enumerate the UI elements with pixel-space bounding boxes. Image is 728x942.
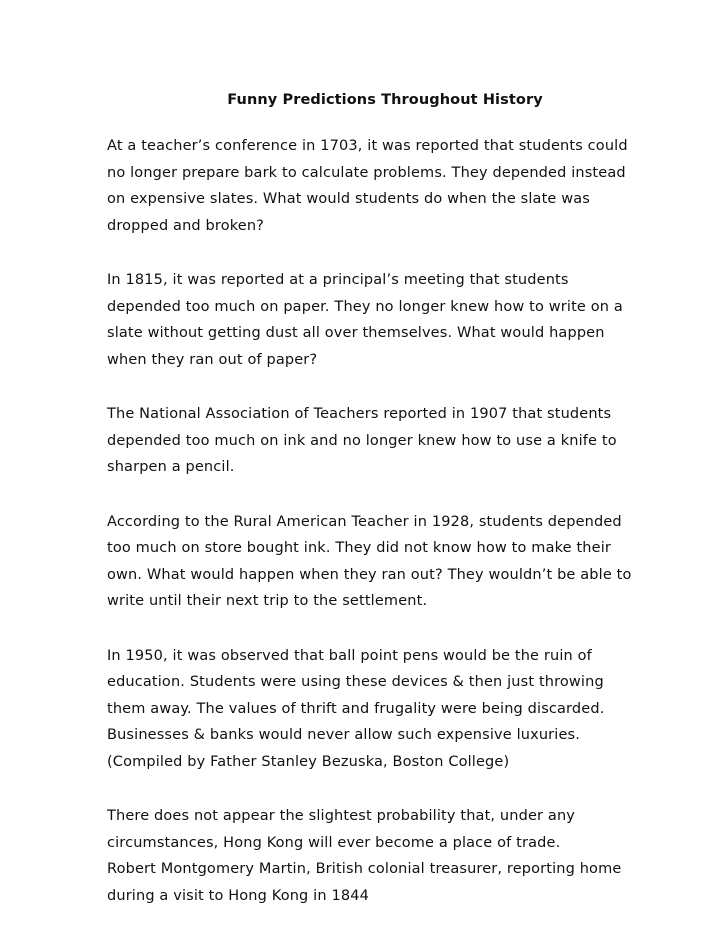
- text-line: too much on store bought ink. They did not know how to make their: [107, 540, 612, 556]
- text-line: when they ran out of paper?: [107, 351, 318, 368]
- text-line: Robert Montgomery Martin, British colonial treasurer, reporting home: [107, 861, 622, 877]
- text-line: (Compiled by Father Stanley Bezuska, Boston College): [107, 753, 510, 770]
- text-line: At a teacher’s conference in 1703, it was reported that students could: [107, 138, 628, 154]
- text-line: There does not appear the slightest probability that, under any: [107, 808, 576, 824]
- text-line: dropped and broken?: [107, 217, 265, 234]
- paragraph-1703: [107, 133, 667, 239]
- document-title: Funny Predictions Throughout History: [227, 92, 543, 108]
- text-line: In 1950, it was observed that ball point pens would be the ruin of: [107, 647, 592, 664]
- text-line: on expensive slates. What would students do when the slate was: [107, 191, 590, 207]
- paragraph-1907: [107, 401, 667, 481]
- text-line: According to the Rural American Teacher in 1928, students depended: [107, 513, 622, 530]
- paragraph-1928: [107, 509, 667, 615]
- text-line: The National Association of Teachers reported in 1907 that students: [107, 406, 612, 422]
- text-line: depended too much on ink and no longer knew how to use a knife to: [107, 432, 617, 449]
- text-line: circumstances, Hong Kong will ever become a place of trade.: [107, 834, 561, 851]
- paragraph-1844: [107, 803, 667, 909]
- text-line: In 1815, it was reported at a principal’s meeting that students: [107, 272, 569, 288]
- text-line: own. What would happen when they ran out? They wouldn’t be able to: [107, 566, 632, 583]
- text-line: sharpen a pencil.: [107, 459, 235, 475]
- text-line: during a visit to Hong Kong in 1844: [107, 887, 369, 904]
- text-line: education. Students were using these devices & then just throwing: [107, 674, 604, 690]
- text-line: Businesses & banks would never allow such expensive luxuries.: [107, 727, 580, 743]
- text-line: write until their next trip to the settlement.: [107, 593, 428, 609]
- text-line: them away. The values of thrift and frugality were being discarded.: [107, 700, 605, 717]
- text-line: no longer prepare bark to calculate problems. They depended instead: [107, 164, 626, 181]
- text-line: slate without getting dust all over themselves. What would happen: [107, 325, 605, 341]
- text-line: depended too much on paper. They no longer knew how to write on a: [107, 298, 623, 315]
- document-body: [107, 133, 667, 937]
- paragraph-1950: [107, 643, 667, 776]
- paragraph-1815: [107, 267, 667, 373]
